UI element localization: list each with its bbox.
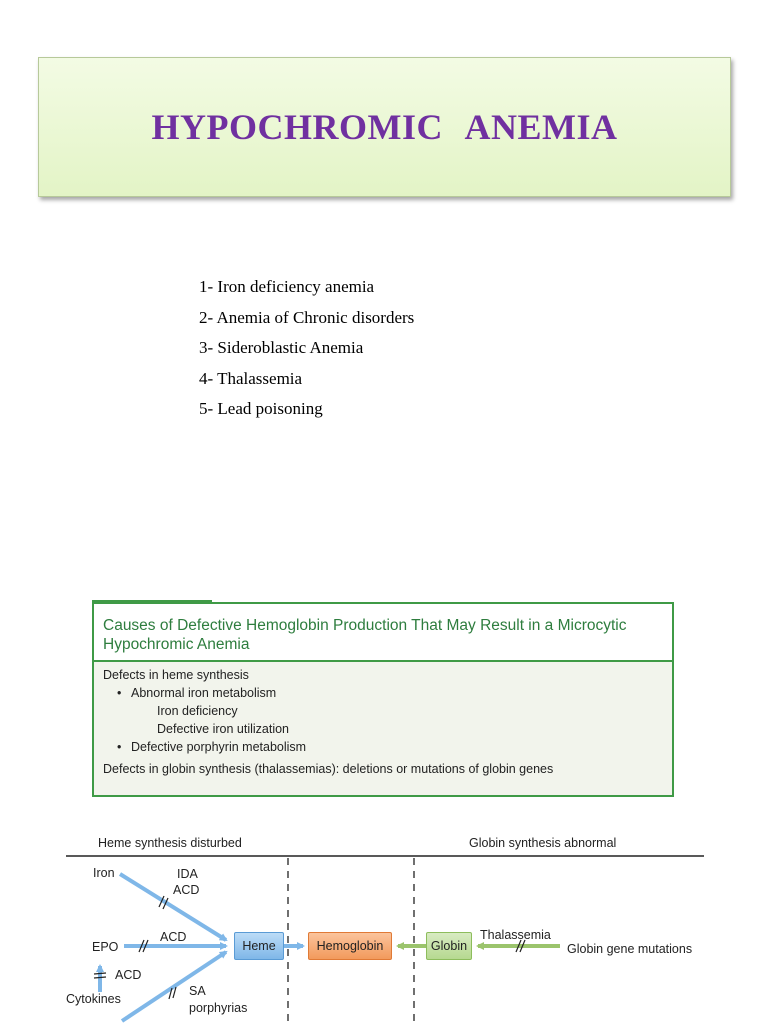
iron-label: Iron — [93, 866, 115, 880]
heme-node: Heme — [234, 932, 284, 960]
bullet-icon: • — [117, 686, 122, 700]
pathway-diagram — [60, 826, 710, 1024]
table-body — [94, 662, 672, 778]
bullet-icon: • — [117, 740, 122, 754]
diagram-lines — [60, 826, 710, 1024]
list-item: 2- Anemia of Chronic disorders — [199, 307, 415, 327]
globin-defects-text: Defects in globin synthesis (thalassemias): deletions or mutations of globin genes — [103, 762, 554, 776]
list-item: 5- Lead poisoning — [199, 399, 323, 418]
iron-metabolism-text: Abnormal iron metabolism — [131, 686, 277, 700]
epo-label: EPO — [92, 940, 119, 954]
list-item: 4- Thalassemia — [199, 368, 303, 388]
globin-mutations-label: Globin gene mutations — [567, 942, 693, 956]
page-title: HYPOCHROMIC ANEMIA — [151, 107, 618, 147]
globin-abnormal-header: Globin synthesis abnormal — [469, 836, 617, 850]
sa-label: SA — [189, 984, 206, 998]
iron-deficiency-text: Iron deficiency — [157, 704, 238, 718]
acd-mid-label: ACD — [160, 930, 187, 944]
thalassemia-label: Thalassemia — [480, 928, 551, 942]
table-heading: Causes of Defective Hemoglobin Production That May Result in a Microcytic Hypochromic Anemia — [94, 604, 672, 662]
porphyrin-item — [103, 738, 663, 756]
porphyrin-text: Defective porphyrin metabolism — [131, 740, 307, 754]
porphyrias-label: porphyrias — [189, 1001, 248, 1015]
list-item: 1- Iron deficiency anemia — [199, 277, 375, 296]
heme-defects-text: Defects in heme synthesis — [103, 668, 249, 682]
list-item: 3- Sideroblastic Anemia — [199, 338, 364, 357]
anemia-list — [199, 275, 414, 428]
ida-label: IDA — [177, 867, 198, 881]
iron-metabolism-item — [103, 684, 663, 702]
table-accent-bar — [92, 600, 212, 604]
causes-table — [92, 602, 674, 797]
acd-low-label: ACD — [115, 968, 142, 982]
iron-utilization-text: Defective iron utilization — [157, 722, 290, 736]
acd-top-label: ACD — [173, 883, 200, 897]
title-banner — [38, 57, 731, 197]
cytokines-label: Cytokines — [66, 992, 121, 1006]
heme-disturbed-header: Heme synthesis disturbed — [98, 836, 242, 850]
globin-node: Globin — [426, 932, 472, 960]
hemoglobin-node: Hemoglobin — [308, 932, 392, 960]
